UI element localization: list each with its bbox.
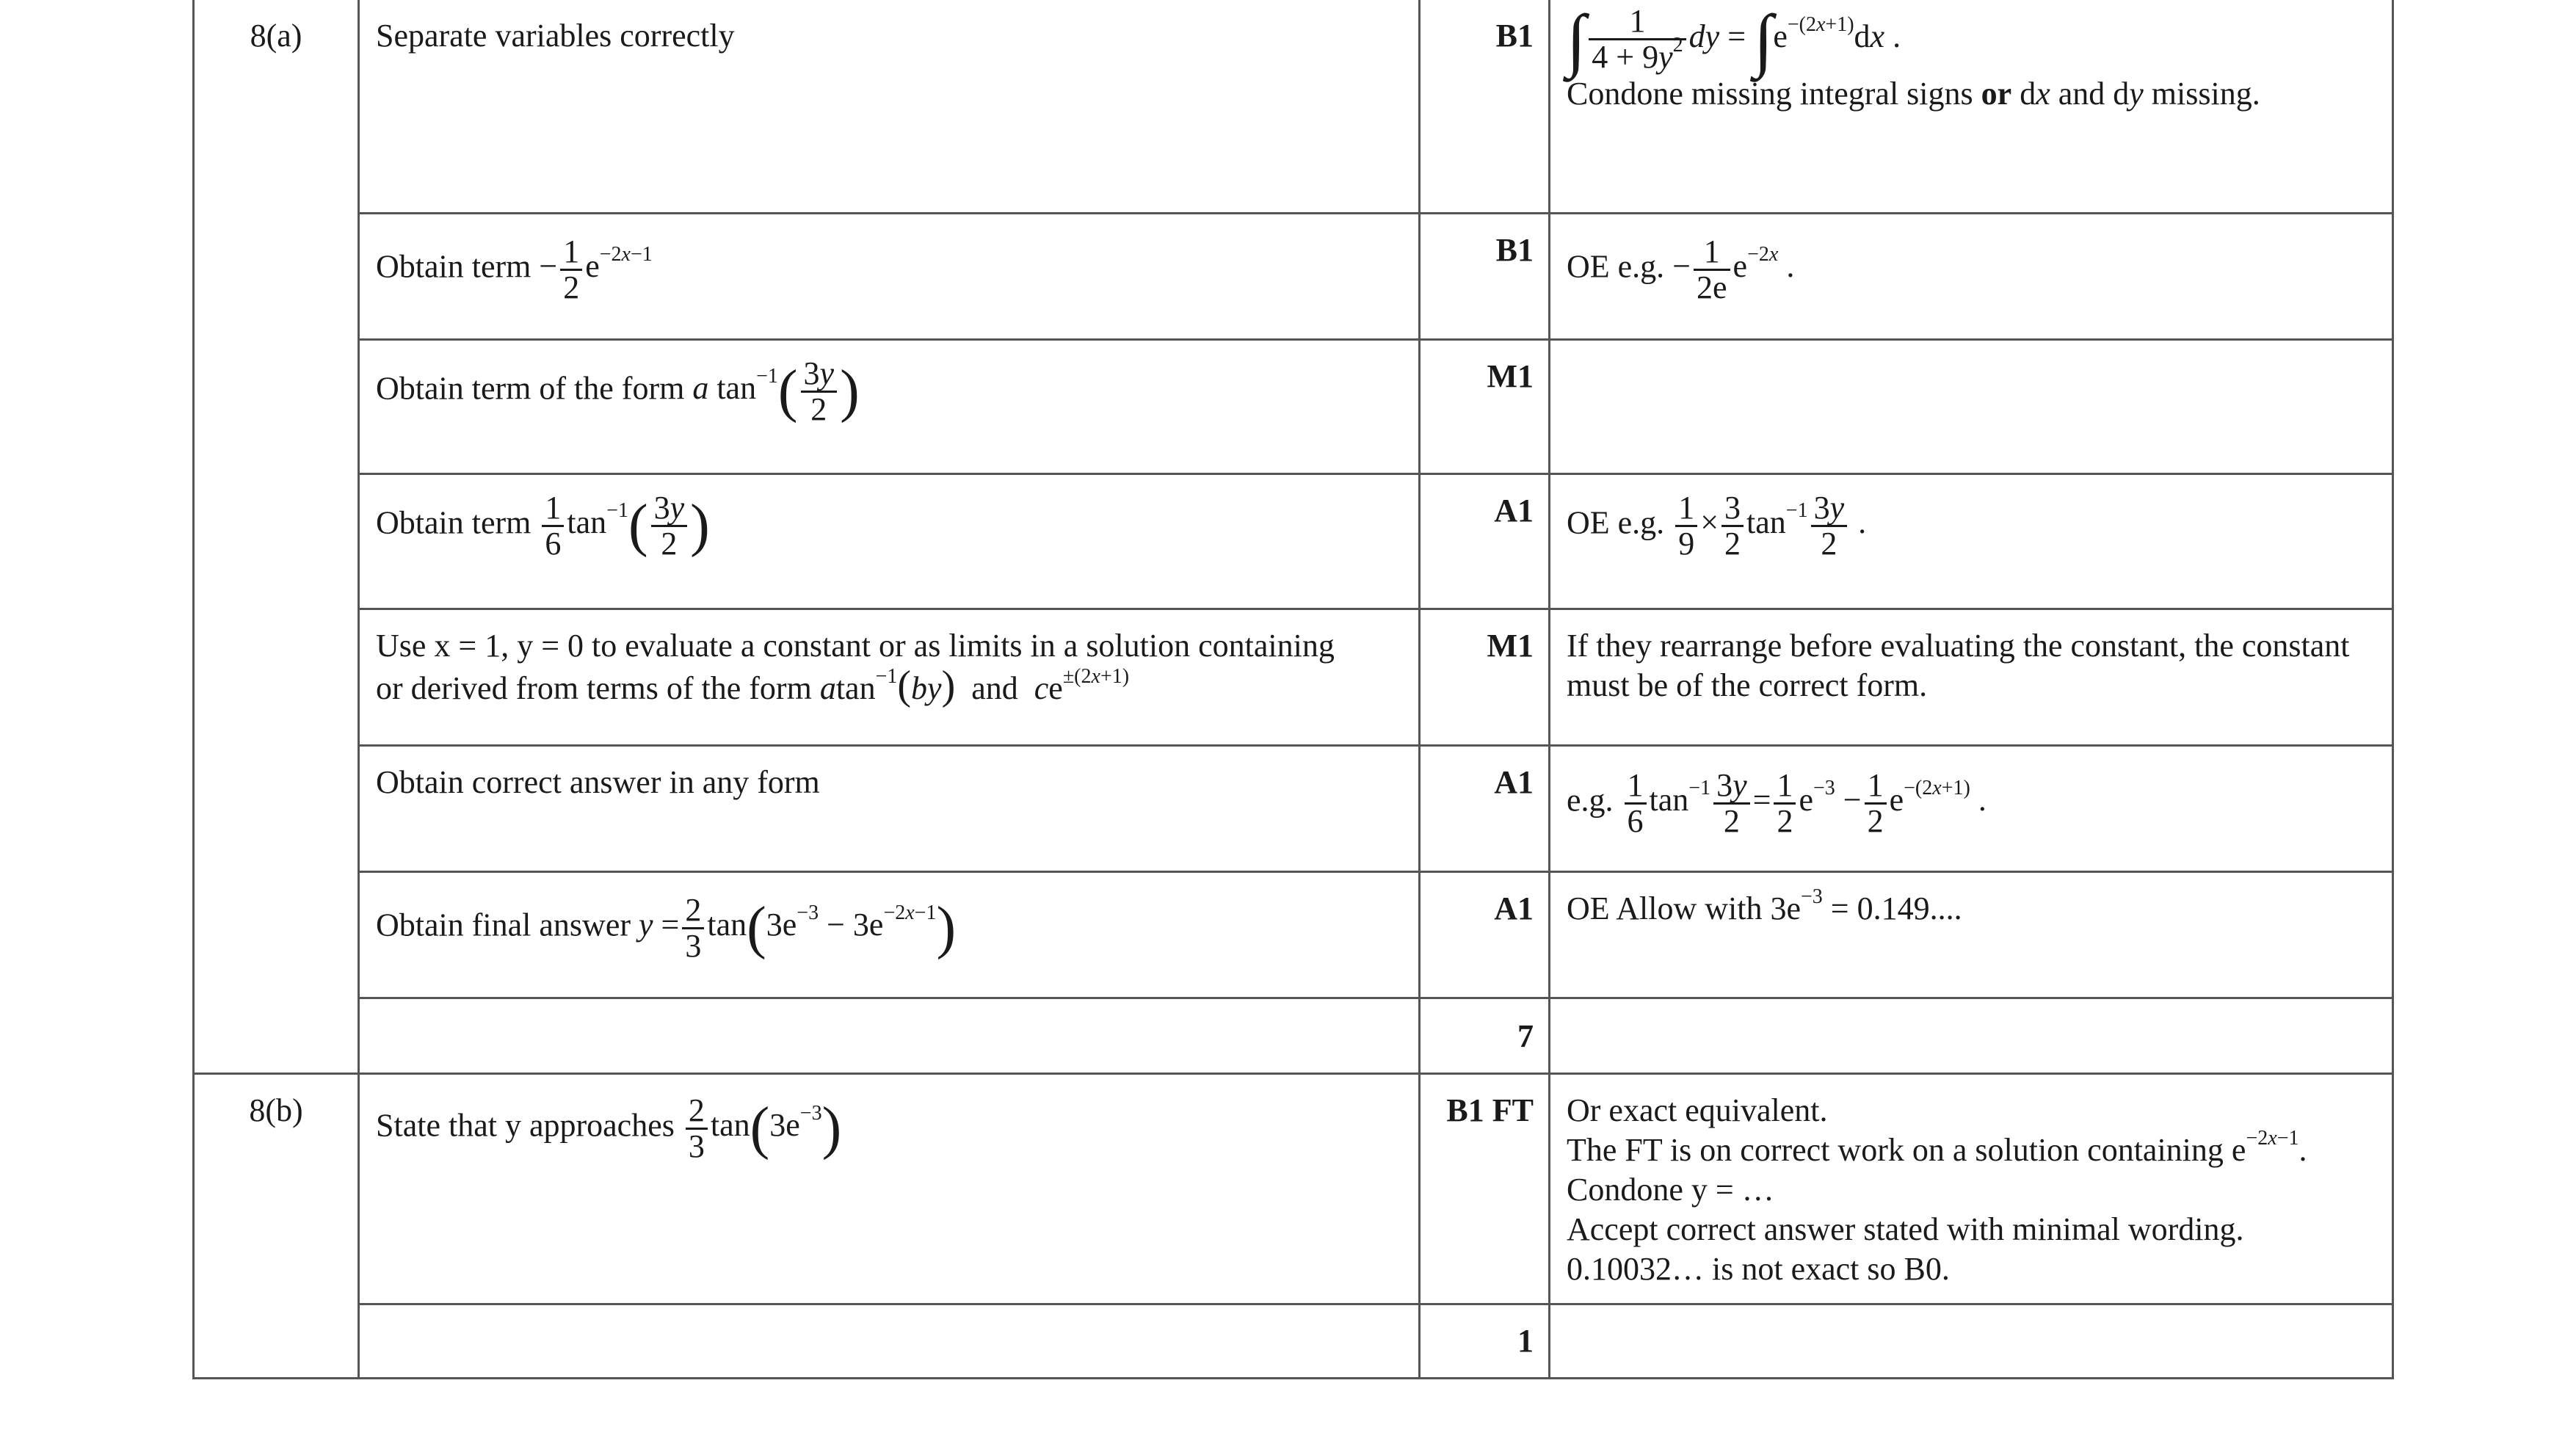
mark-value: M1: [1487, 358, 1534, 394]
guidance-text: 0.10032… is not exact so B0.: [1567, 1250, 1950, 1287]
guidance-text: Accept correct answer stated with minimal wording.: [1567, 1211, 2244, 1247]
question-cell: [194, 1073, 359, 1304]
guidance-note: Condone missing integral signs or dx and dy missing.: [1567, 76, 2260, 112]
table-row: [194, 745, 2393, 871]
answer-cell: [359, 0, 1420, 213]
mark-value: A1: [1494, 763, 1534, 800]
guidance-math: $3e^{-3} = 0.149$....: [1770, 885, 1962, 926]
mark-value: M1: [1487, 627, 1534, 664]
table-row: [194, 0, 2393, 213]
answer-text: Obtain correct answer in any form: [376, 763, 820, 800]
mark-value: B1: [1495, 231, 1534, 268]
table-row: [194, 998, 2393, 1073]
guidance-math: $e^{-2x-1}$.: [2231, 1126, 2307, 1168]
answer-text: Obtain term: [376, 504, 531, 541]
mark-value: A1: [1494, 492, 1534, 529]
answer-math: − $\frac{1}{2}$ $e^{-2x-1}$: [539, 233, 653, 305]
guidance-math: $\frac{1}{6}$ $\tan^{-1}$ $\frac{3y}{2}$ = $\frac{1}{2}$ $e^{-3}$ − $\frac{1}{2}$ $e^{-(2x+1)}$ .: [1622, 782, 1987, 818]
answer-math: y = $\frac{2}{3}$ $\tan(3e^{-3} - 3e^{-2x-1})$: [639, 891, 957, 964]
question-number: 8(a): [250, 18, 302, 54]
guidance-math: $\frac{1}{9}$ × $\frac{3}{2}$ $\tan^{-1}$ $\frac{3y}{2}$ .: [1672, 504, 1866, 540]
answer-text: Obtain final answer: [376, 907, 631, 943]
guidance-cell: [1550, 0, 2393, 213]
answer-text: Separate variables correctly: [376, 18, 735, 54]
table-row: [194, 213, 2393, 339]
guidance-text: If they rearrange before evaluating the constant, the constant must be of the correct form.: [1567, 627, 2350, 703]
guidance-text: e.g.: [1567, 782, 1614, 819]
guidance-text: Or exact equivalent.: [1567, 1092, 1828, 1128]
guidance-text: Condone y = …: [1567, 1171, 1774, 1208]
answer-text: Obtain term: [376, 248, 531, 285]
total-marks: 1: [1517, 1322, 1534, 1359]
answer-text: Obtain term of the form: [376, 370, 685, 407]
answer-text: Use x = 1, y = 0 to evaluate a constant or as limits in a solution containing: [376, 627, 1335, 664]
answer-text: State that y approaches: [376, 1107, 675, 1144]
answer-text: or derived from terms of the form: [376, 669, 812, 706]
answer-math: $\frac{1}{6}$ $\tan^{-1}$( $\frac{3y}{2}$ ): [539, 504, 709, 540]
question-number: 8(b): [249, 1092, 303, 1128]
mark-cell: [1420, 0, 1550, 213]
answer-math: a $\tan^{-1}$( $\frac{3y}{2}$ ): [692, 355, 860, 427]
mark-value: B1: [1495, 18, 1534, 54]
guidance-text: OE e.g.: [1567, 248, 1665, 285]
answer-math: $\frac{2}{3}$ $\tan(3e^{-3})$: [683, 1107, 841, 1143]
table-row: [194, 1304, 2393, 1378]
question-cell: [194, 0, 359, 213]
table-row: [194, 609, 2393, 745]
total-marks: 7: [1517, 1017, 1534, 1054]
answer-math: atan$^{-1}$(by) and $ce^{\pm(2x+1)}$: [819, 662, 1130, 708]
integral-equation: ∫ $\frac{1}{4 + 9y^2}$ dy = $\int e^{-(2x+1)}dx$ .: [1567, 0, 1901, 79]
guidance-text: OE Allow with: [1567, 890, 1763, 926]
table-row: [194, 339, 2393, 473]
table-row: [194, 1073, 2393, 1304]
mark-value: B1 FT: [1446, 1092, 1534, 1128]
guidance-text: OE e.g.: [1567, 504, 1665, 541]
table-row: [194, 473, 2393, 609]
table-row: [194, 871, 2393, 998]
mark-scheme-table: [192, 0, 2394, 1379]
mark-value: A1: [1494, 890, 1534, 926]
guidance-text: The FT is on correct work on a solution containing: [1567, 1131, 2224, 1168]
guidance-math: − $\frac{1}{2e}$ $e^{-2x}$ .: [1672, 233, 1795, 305]
